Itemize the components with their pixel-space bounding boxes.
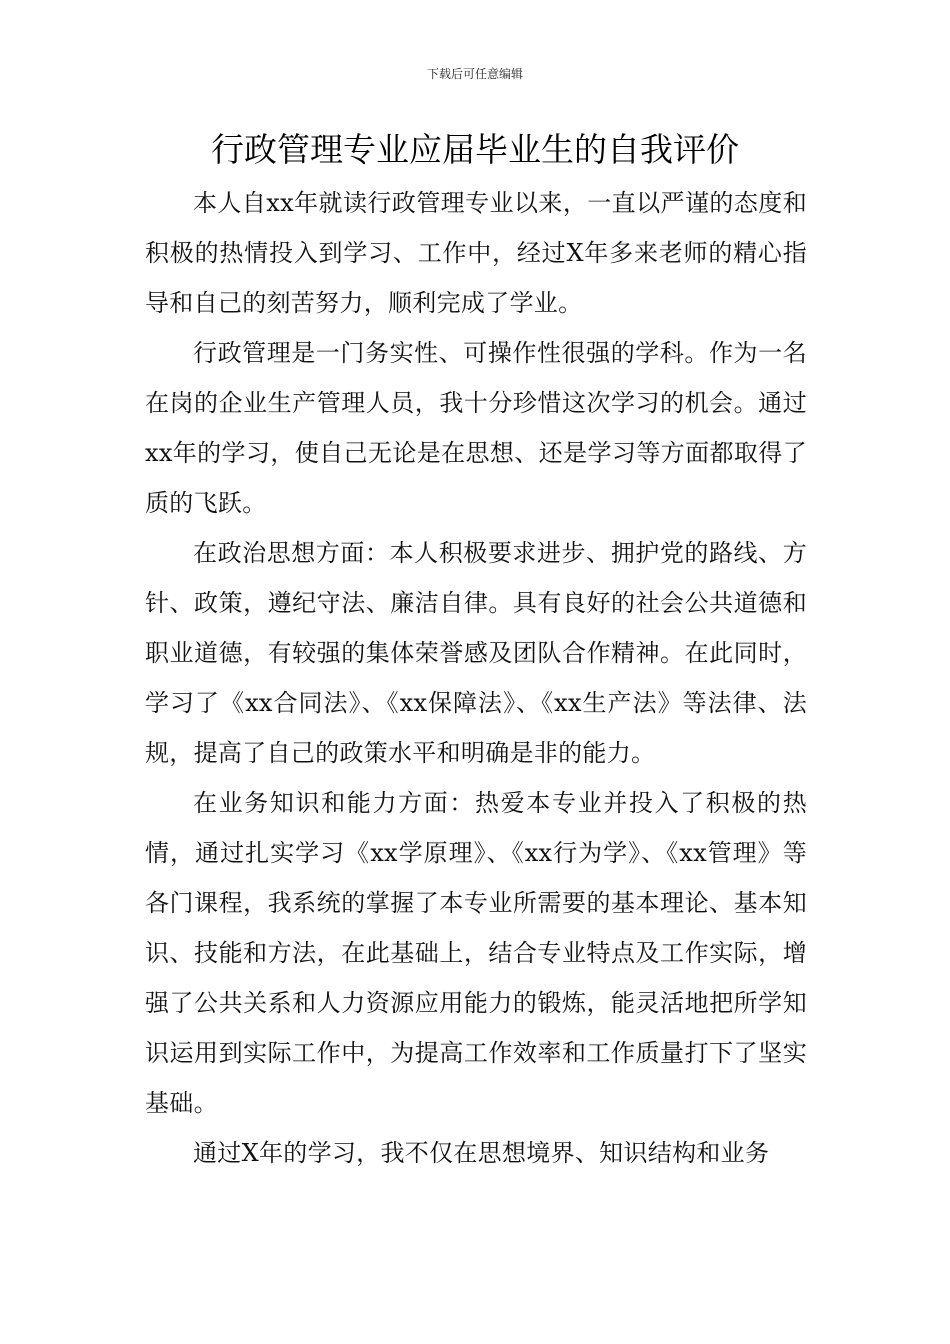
paragraph-professional: 在业务知识和能力方面：热爱本专业并投入了积极的热情，通过扎实学习《xx学原理》、《xx行为学》、《xx管理》等各门课程，我系统的掌握了本专业所需要的基本理论、基本知识、技能和方法，在此基础上，结合专业特点及工作实际，增强了公共关系和人力资源应用能力的锻炼，能灵活地把所学知识运用到实际工作中，为提高工作效率和工作质量打下了坚实基础。: [145, 789, 807, 1117]
paragraph-intro: 本人自xx年就读行政管理专业以来，一直以严谨的态度和积极的热情投入到学习、工作中，经过X年多来老师的精心指导和自己的刻苦努力，顺利完成了学业。: [145, 189, 807, 317]
document-body: [145, 178, 807, 1178]
paragraph-discipline: 行政管理是一门务实性、可操作性很强的学科。作为一名在岗的企业生产管理人员，我十分珍惜这次学习的机会。通过xx年的学习，使自己无论是在思想、还是学习等方面都取得了质的飞跃。: [145, 339, 807, 517]
header-note: 下载后可任意编辑: [426, 67, 523, 81]
paragraph-conclusion: 通过X年的学习，我不仅在思想境界、知识结构和业务: [193, 1139, 770, 1167]
paragraph-political: 在政治思想方面：本人积极要求进步、拥护党的路线、方针、政策，遵纪守法、廉洁自律。具有良好的社会公共道德和职业道德，有较强的集体荣誉感及团队合作精神。在此同时，学习了《xx合同法》、《xx保障法》、《xx生产法》等法律、法规，提高了自己的政策水平和明确是非的能力。: [145, 539, 807, 767]
document-title: 行政管理专业应届毕业生的自我评价: [211, 130, 739, 169]
